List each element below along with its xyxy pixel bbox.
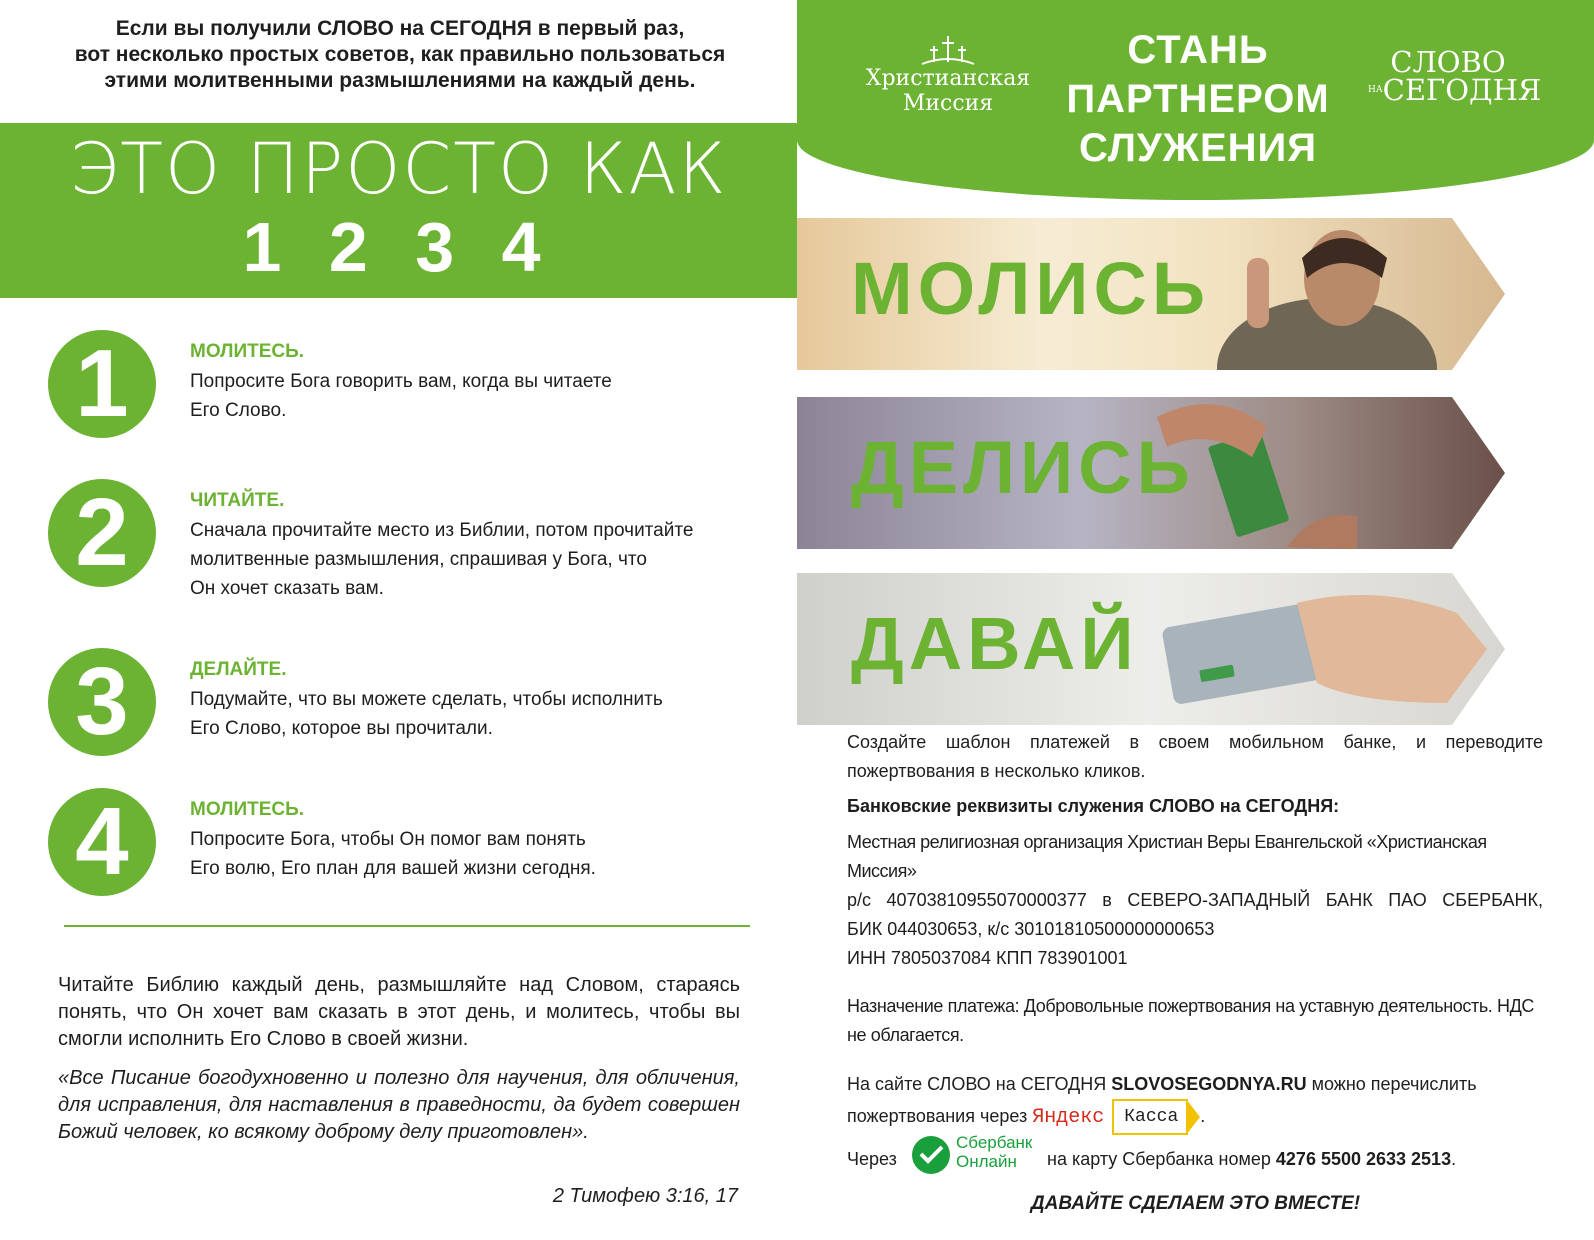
step-1 bbox=[48, 330, 748, 442]
scripture-reference: 2 Тимофею 3:16, 17 bbox=[552, 1185, 738, 1207]
step-number-badge: 3 bbox=[48, 648, 156, 756]
via-end: . bbox=[1200, 1106, 1206, 1126]
banner-word-pray: МОЛИСЬ bbox=[851, 247, 1211, 330]
step-text-line: Он хочет сказать вам. bbox=[190, 578, 384, 599]
banner-pray bbox=[797, 218, 1505, 370]
kassa-logo-arrow bbox=[1186, 1099, 1200, 1135]
yandex-logo: Яндекс bbox=[1032, 1106, 1105, 1129]
step-text-line: молитвенные размышления, спрашивая у Бога, что bbox=[190, 549, 647, 570]
bank-inn: ИНН 7805037084 КПП 783901001 bbox=[847, 948, 1128, 968]
christian-mission-logo bbox=[858, 34, 1038, 124]
step-2 bbox=[48, 479, 748, 599]
sber-logo-line2: Онлайн bbox=[956, 1152, 1017, 1171]
banner-word-give: ДАВАЙ bbox=[851, 602, 1139, 685]
step-heading: ЧИТАЙТЕ. bbox=[190, 490, 285, 511]
step-text bbox=[190, 825, 750, 883]
step-number-badge: 4 bbox=[48, 788, 156, 896]
sber-middle: на карту Сбербанка номер bbox=[1047, 1149, 1276, 1169]
step-text-line: Его Слово. bbox=[190, 400, 287, 421]
step-number-badge: 2 bbox=[48, 479, 156, 587]
step-text-line: Сначала прочитайте место из Библии, потом прочитайте bbox=[190, 520, 694, 541]
sber-logo-text bbox=[956, 1133, 1032, 1171]
crosses-icon bbox=[918, 34, 978, 66]
step-text-line: Попросите Бога говорить вам, когда вы читаете bbox=[190, 371, 612, 392]
partner-title bbox=[1058, 26, 1338, 173]
step-heading: ДЕЛАЙТЕ. bbox=[190, 659, 287, 680]
step-text-line: Его Слово, которое вы прочитали. bbox=[190, 718, 493, 739]
kassa-logo: Касса bbox=[1112, 1099, 1188, 1135]
card-number: 4276 5500 2633 2513 bbox=[1275, 1149, 1452, 1169]
partner-title-line: СТАНЬ bbox=[1127, 28, 1269, 72]
sberbank-icon bbox=[912, 1136, 950, 1174]
title-line-1: ЭТО ПРОСТО КАК bbox=[69, 128, 728, 210]
intro-line: этими молитвенными размышлениями на каждый день. bbox=[104, 69, 696, 92]
logo-mission-line1: Христианская bbox=[865, 66, 1031, 91]
step-4 bbox=[48, 788, 748, 900]
section-divider bbox=[64, 925, 750, 927]
template-text: Создайте шаблон платежей в своем мобильном банке, и переводите пожертвования в несколько кликов. bbox=[847, 732, 1543, 781]
sber-prefix: Через bbox=[847, 1149, 897, 1169]
site-url-link[interactable]: SLOVOSEGODNYA.RU bbox=[1111, 1074, 1307, 1094]
scripture-quote: «Все Писание богодухновенно и полезно для научения, для обличения, для исправления, для наставления в праведности, да будет совершен Божий человек, ко всякому доброму делу приготовлен». bbox=[58, 1067, 740, 1143]
bank-heading-text: Банковские реквизиты служения СЛОВО на СЕГОДНЯ: bbox=[847, 796, 1340, 816]
step-text-line: Попросите Бога, чтобы Он помог вам понять bbox=[190, 829, 586, 850]
logo-slovo-line2: СЕГОДНЯ bbox=[1382, 73, 1542, 107]
daily-reading-paragraph: Читайте Библию каждый день, размышляйте над Словом, стараясь понять, что Он хочет вам сказать в этот день, и молитесь, чтобы вы смогли исполнить Его Слово в своей жизни. bbox=[58, 974, 740, 1050]
logo-slovo-na: НА bbox=[1368, 85, 1383, 95]
intro-text bbox=[30, 16, 770, 94]
payment-via-line bbox=[847, 1096, 1543, 1138]
intro-line: вот несколько простых советов, как правильно пользоваться bbox=[74, 43, 726, 66]
sber-card-line bbox=[1047, 1145, 1567, 1174]
step-text bbox=[190, 516, 750, 603]
site-prefix: На сайте СЛОВО на СЕГОДНЯ bbox=[847, 1074, 1112, 1094]
payment-purpose: Назначение платежа: Добровольные пожертвования на уставную деятельность. НДС не облагается. bbox=[847, 996, 1534, 1045]
bank-bik: БИК 044030653, к/с 30101810500000000653 bbox=[847, 919, 1215, 939]
step-text bbox=[190, 685, 750, 743]
step-number-badge: 1 bbox=[48, 330, 156, 438]
step-heading: МОЛИТЕСЬ. bbox=[190, 341, 305, 362]
intro-line: Если вы получили СЛОВО на СЕГОДНЯ в первый раз, bbox=[115, 17, 685, 40]
sberbank-online-logo bbox=[912, 1133, 1042, 1176]
step-text-line: Его волю, Его план для вашей жизни сегодня. bbox=[190, 858, 596, 879]
partner-title-line: ПАРТНЕРОМ bbox=[1066, 77, 1330, 121]
closing-call: ДАВАЙТЕ СДЕЛАЕМ ЭТО ВМЕСТЕ! bbox=[1030, 1193, 1361, 1214]
step-3 bbox=[48, 648, 748, 760]
title-line-2: 1 2 3 4 bbox=[242, 208, 555, 286]
slovo-segodnya-logo bbox=[1368, 45, 1542, 107]
logo-slovo-line1: СЛОВО bbox=[1390, 45, 1506, 79]
sber-end: . bbox=[1451, 1149, 1457, 1169]
site-line bbox=[847, 1070, 1543, 1099]
step-heading: МОЛИТЕСЬ. bbox=[190, 799, 305, 820]
partner-title-line: СЛУЖЕНИЯ bbox=[1078, 126, 1318, 170]
bank-account: р/с 40703810955070000377 в СЕВЕРО-ЗАПАДНЫЙ БАНК ПАО СБЕРБАНК, bbox=[847, 890, 1543, 910]
logo-mission-line2: Миссия bbox=[902, 91, 994, 116]
bank-organization: Местная религиозная организация Христиан Веры Евангельской «Христианская Миссия» bbox=[847, 832, 1487, 881]
banner-give bbox=[797, 573, 1505, 725]
bank-heading bbox=[847, 792, 1543, 821]
sber-logo-line1: Сбербанк bbox=[956, 1133, 1033, 1152]
via-prefix: пожертвования через bbox=[847, 1106, 1033, 1126]
step-text-line: Подумайте, что вы можете сделать, чтобы исполнить bbox=[190, 689, 663, 710]
step-text bbox=[190, 367, 750, 425]
banner-share bbox=[797, 397, 1505, 549]
site-suffix: можно перечислить bbox=[1306, 1074, 1477, 1094]
banner-word-share: ДЕЛИСЬ bbox=[851, 426, 1195, 509]
